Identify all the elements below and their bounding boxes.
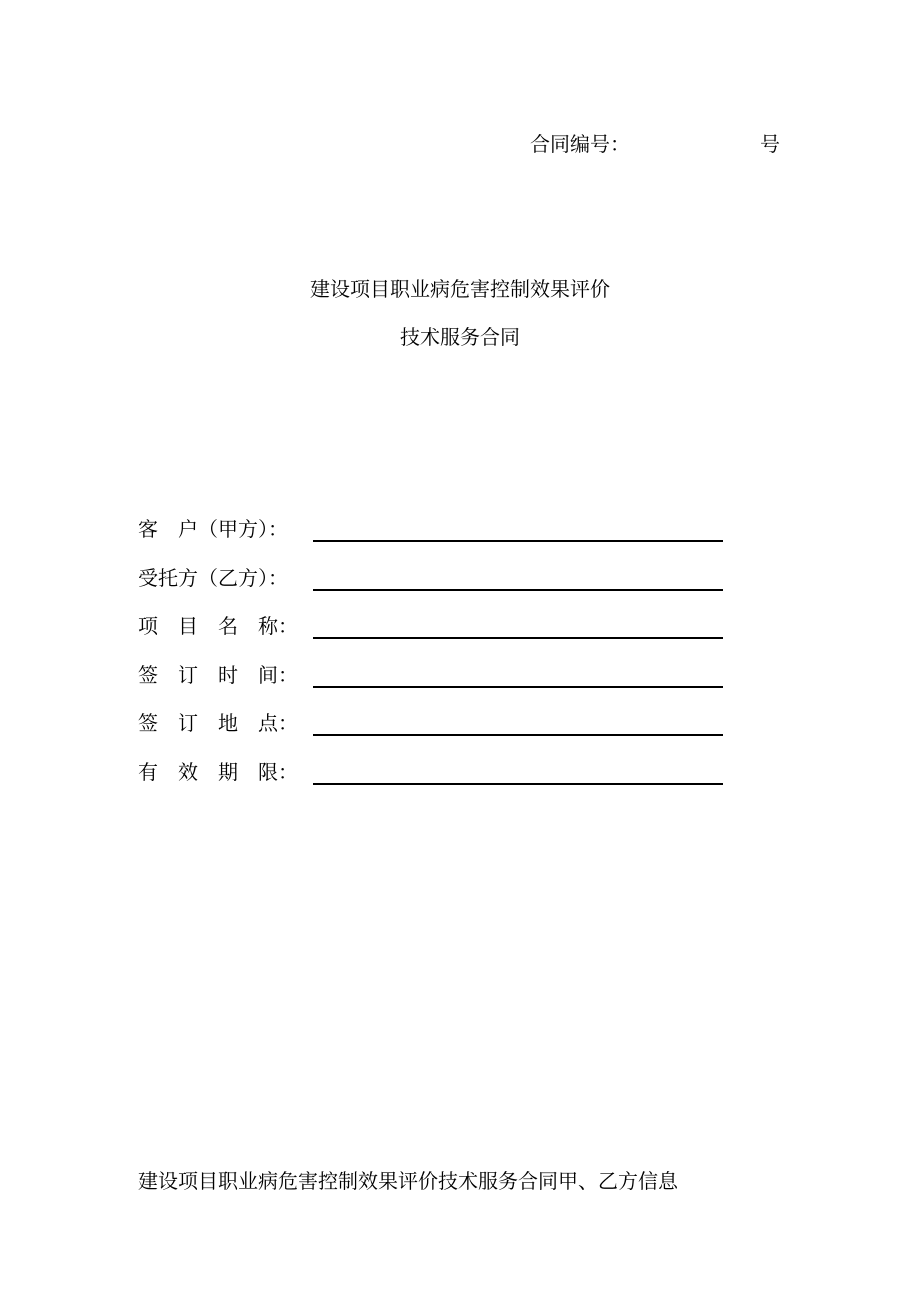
field-validity-period [138, 758, 738, 807]
field-label: 项 目 名 称： [138, 614, 298, 638]
field-signing-place [138, 709, 738, 758]
contract-number-suffix: 号 [760, 132, 780, 156]
field-label: 有 效 期 限： [138, 759, 298, 784]
contract-number-label: 合同编号： [530, 132, 630, 156]
field-blank-line[interactable] [313, 540, 723, 542]
field-blank-line[interactable] [313, 637, 723, 639]
field-label: 客 户（甲方）： [138, 517, 288, 541]
field-signing-time [138, 661, 738, 710]
field-label: 签 订 地 点： [138, 711, 298, 735]
contract-fields [138, 515, 738, 806]
document-title-line-1: 建设项目职业病危害控制效果评价 [310, 277, 610, 301]
field-blank-line[interactable] [313, 734, 723, 736]
field-blank-line[interactable] [313, 589, 723, 591]
field-blank-line[interactable] [313, 686, 723, 688]
field-project-name [138, 612, 738, 661]
field-label: 受托方（乙方）： [138, 565, 288, 590]
field-blank-line[interactable] [313, 783, 723, 785]
field-label: 签 订 时 间： [138, 662, 298, 687]
field-trustee [138, 564, 738, 613]
section-heading-party-info: 建设项目职业病危害控制效果评价技术服务合同甲、乙方信息 [138, 1169, 678, 1193]
contract-number [530, 130, 780, 158]
document-title-line-2: 技术服务合同 [400, 325, 520, 349]
field-client [138, 515, 738, 564]
